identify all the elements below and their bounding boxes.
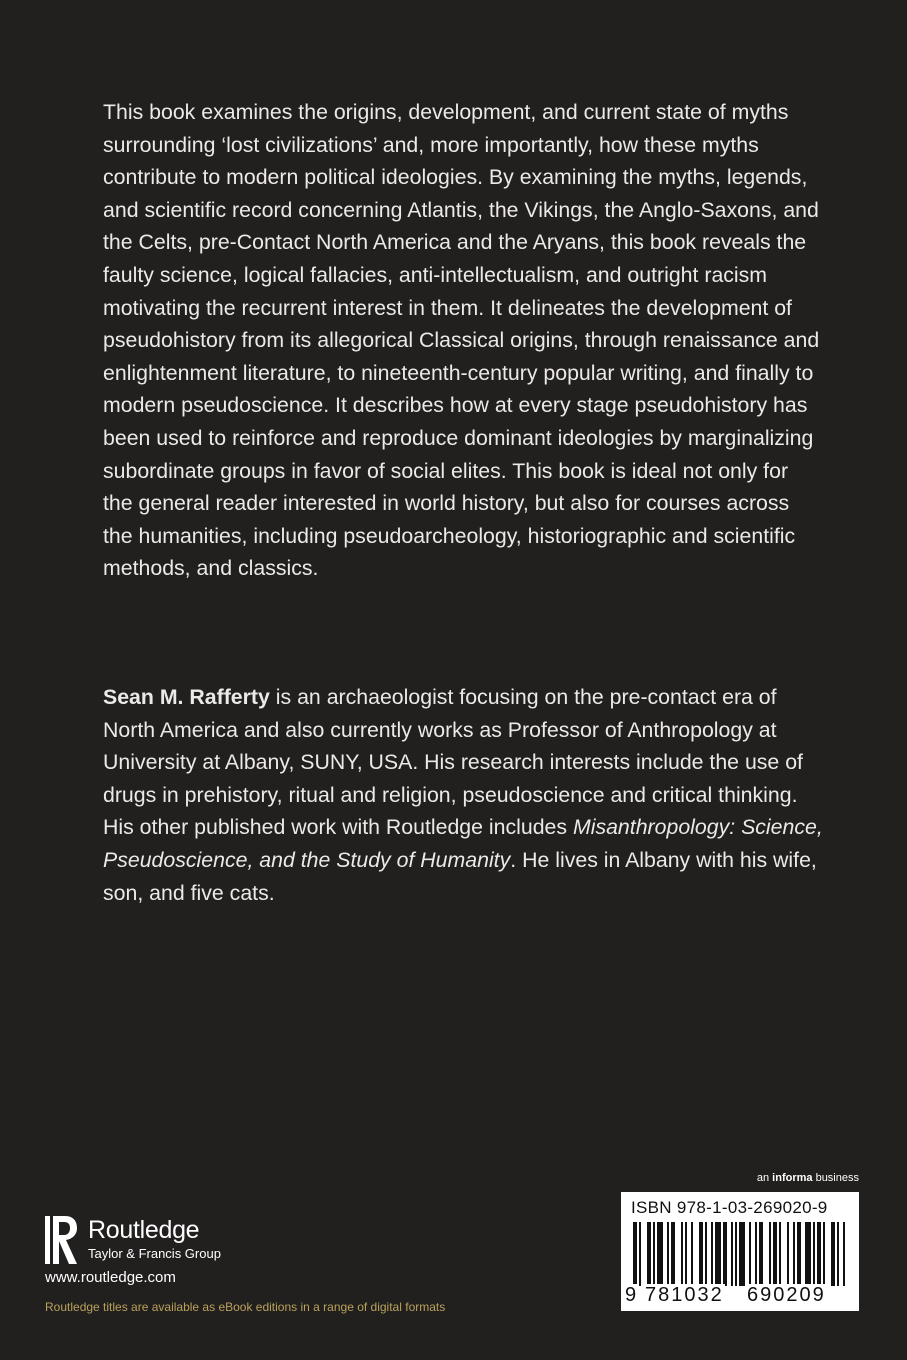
barcode-icon: [633, 1222, 847, 1286]
barcode-digit-first: 9: [625, 1284, 637, 1306]
publisher-group: Taylor & Francis Group: [88, 1246, 221, 1261]
bio-text-end: . He lives in Albany with his wife, son, and five cats.: [103, 847, 817, 905]
informa-suffix: business: [812, 1172, 859, 1184]
barcode-digits-left: 781032: [645, 1284, 724, 1306]
publisher-name: Routledge: [88, 1216, 200, 1244]
author-name: Sean M. Rafferty: [103, 685, 270, 709]
informa-brand: informa: [772, 1172, 813, 1184]
routledge-logo: [45, 1214, 245, 1268]
informa-prefix: an: [756, 1172, 773, 1184]
other-book-title: Misanthropology: Science, Pseudoscience, and the Study of Humanity: [103, 815, 823, 872]
author-bio: [103, 681, 823, 909]
barcode-digits-right: 690209: [747, 1284, 826, 1306]
isbn-number: ISBN 978-1-03-269020-9: [631, 1198, 828, 1217]
ebook-note: Routledge titles are available as eBook editions in a range of digital formats: [45, 1300, 446, 1314]
book-description: This book examines the origins, development, and current state of myths surrounding ‘lost civilizations’ and, more importantly, how these myths contribute to modern political ideologies. By examining the myths, legends, and scientific record concerning Atlantis, the Vikings, the Anglo-Saxons, and the Celts, pre-Contact North America and the Aryans, this book reveals the faulty science, logical fallacies, anti-intellectualism, and outright racism motivating the recurrent interest in them. It delineates the development of pseudohistory from its allegorical Classical origins, through renaissance and enlightenment literature, to nineteenth-century popular writing, and finally to modern pseudoscience. It describes how at every stage pseudohistory has been used to reinforce and reproduce dominant ideologies by marginalizing subordinate groups in favor of social elites. This book is ideal not only for the general reader interested in world history, but also for courses across the humanities, including pseudoarcheology, historiographic and scientific methods, and classics.: [103, 100, 820, 581]
informa-business-tag: [725, 1172, 859, 1184]
routledge-r-icon: [45, 1214, 79, 1266]
publisher-website[interactable]: www.routledge.com: [45, 1269, 176, 1286]
bio-text: is an archaeologist focusing on the pre-contact era of North America and also currently works as Professor of Anthropology at University at Albany, SUNY, USA. His research interests include the use of drugs in prehistory, ritual and religion, pseudoscience and critical thinking. His other published work with Routledge includes: [103, 685, 803, 840]
isbn-barcode: [621, 1192, 859, 1311]
